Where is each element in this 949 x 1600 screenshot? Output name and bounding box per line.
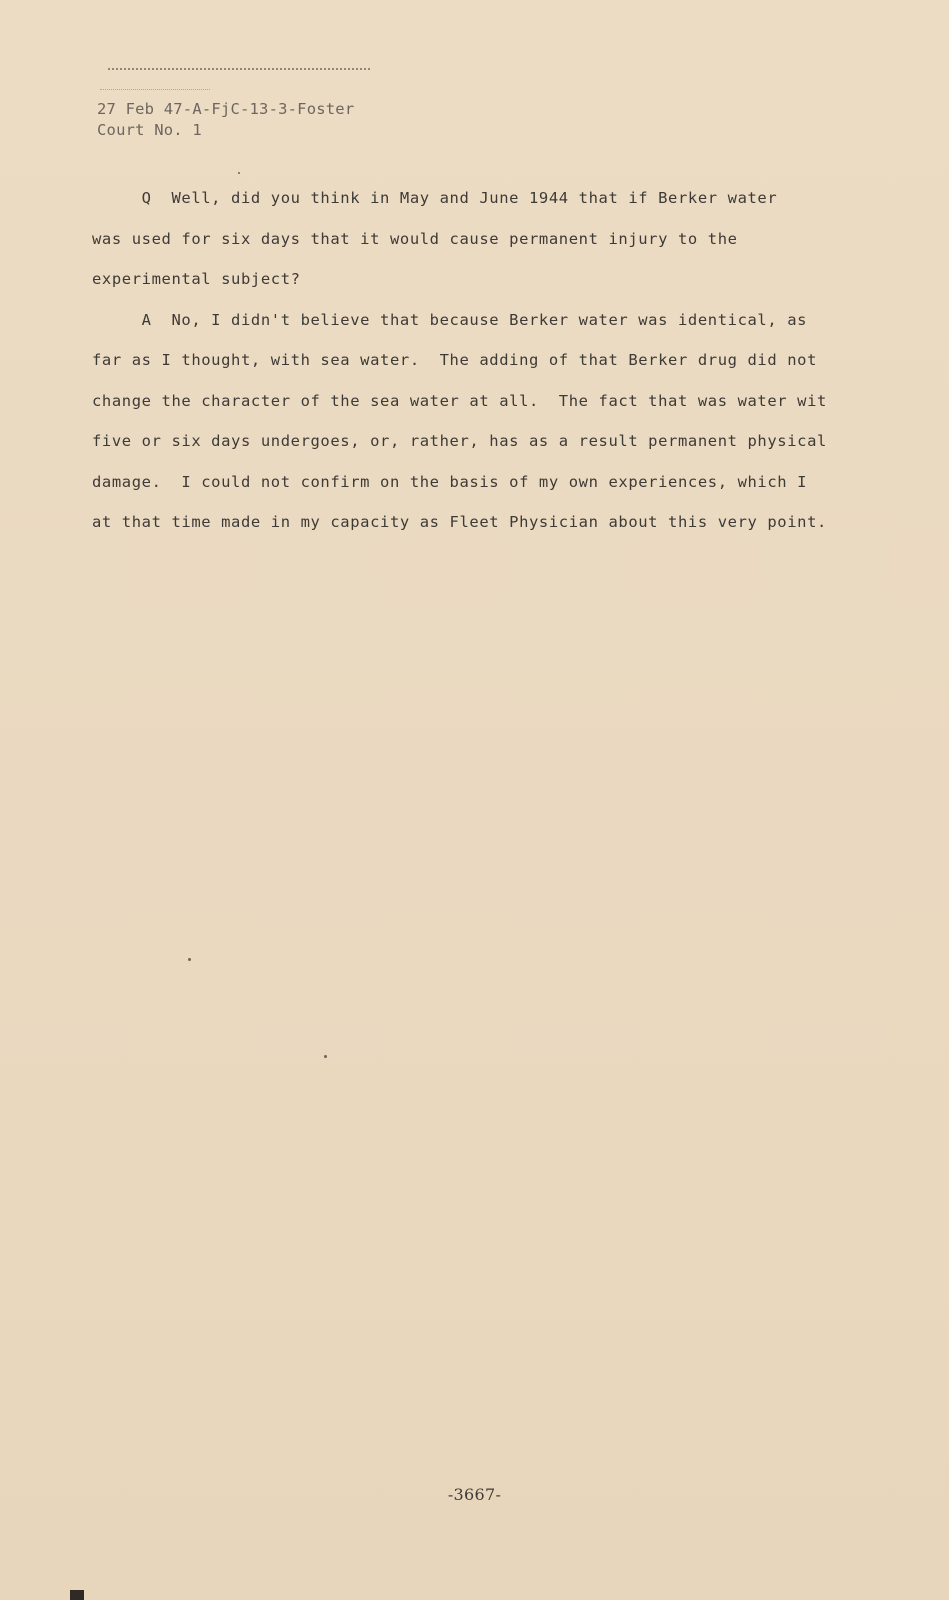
transcript-line: at that time made in my capacity as Fleet Physician about this very point. bbox=[92, 513, 827, 531]
transcript-line: five or six days undergoes, or, rather, has as a result permanent physical bbox=[92, 432, 827, 450]
paper-speck bbox=[238, 172, 240, 174]
paper-speck bbox=[324, 1055, 327, 1058]
faded-header-marks-2 bbox=[100, 89, 210, 93]
document-header bbox=[97, 99, 354, 141]
paper-speck bbox=[188, 958, 191, 961]
faded-header-marks bbox=[108, 68, 370, 74]
transcript-line: far as I thought, with sea water. The adding of that Berker drug did not bbox=[92, 351, 818, 369]
transcript-line: change the character of the sea water at all. The fact that was water wit bbox=[92, 391, 827, 410]
transcript-line: A No, I didn't believe that because Berker water was identical, as bbox=[92, 310, 808, 329]
transcript-line: Q Well, did you think in May and June 1944 that if Berker water bbox=[92, 189, 778, 207]
header-court-number: Court No. 1 bbox=[97, 121, 202, 139]
transcript-body bbox=[92, 178, 852, 543]
header-date-code: 27 Feb 47-A-FjC-13-3-Foster bbox=[97, 100, 355, 118]
corner-mark bbox=[70, 1590, 84, 1600]
transcript-line: was used for six days that it would cause permanent injury to the bbox=[92, 229, 738, 248]
transcript-line: damage. I could not confirm on the basis of my own experiences, which I bbox=[92, 472, 808, 491]
page-number: -3667- bbox=[447, 1485, 502, 1504]
transcript-line: experimental subject? bbox=[92, 270, 301, 288]
